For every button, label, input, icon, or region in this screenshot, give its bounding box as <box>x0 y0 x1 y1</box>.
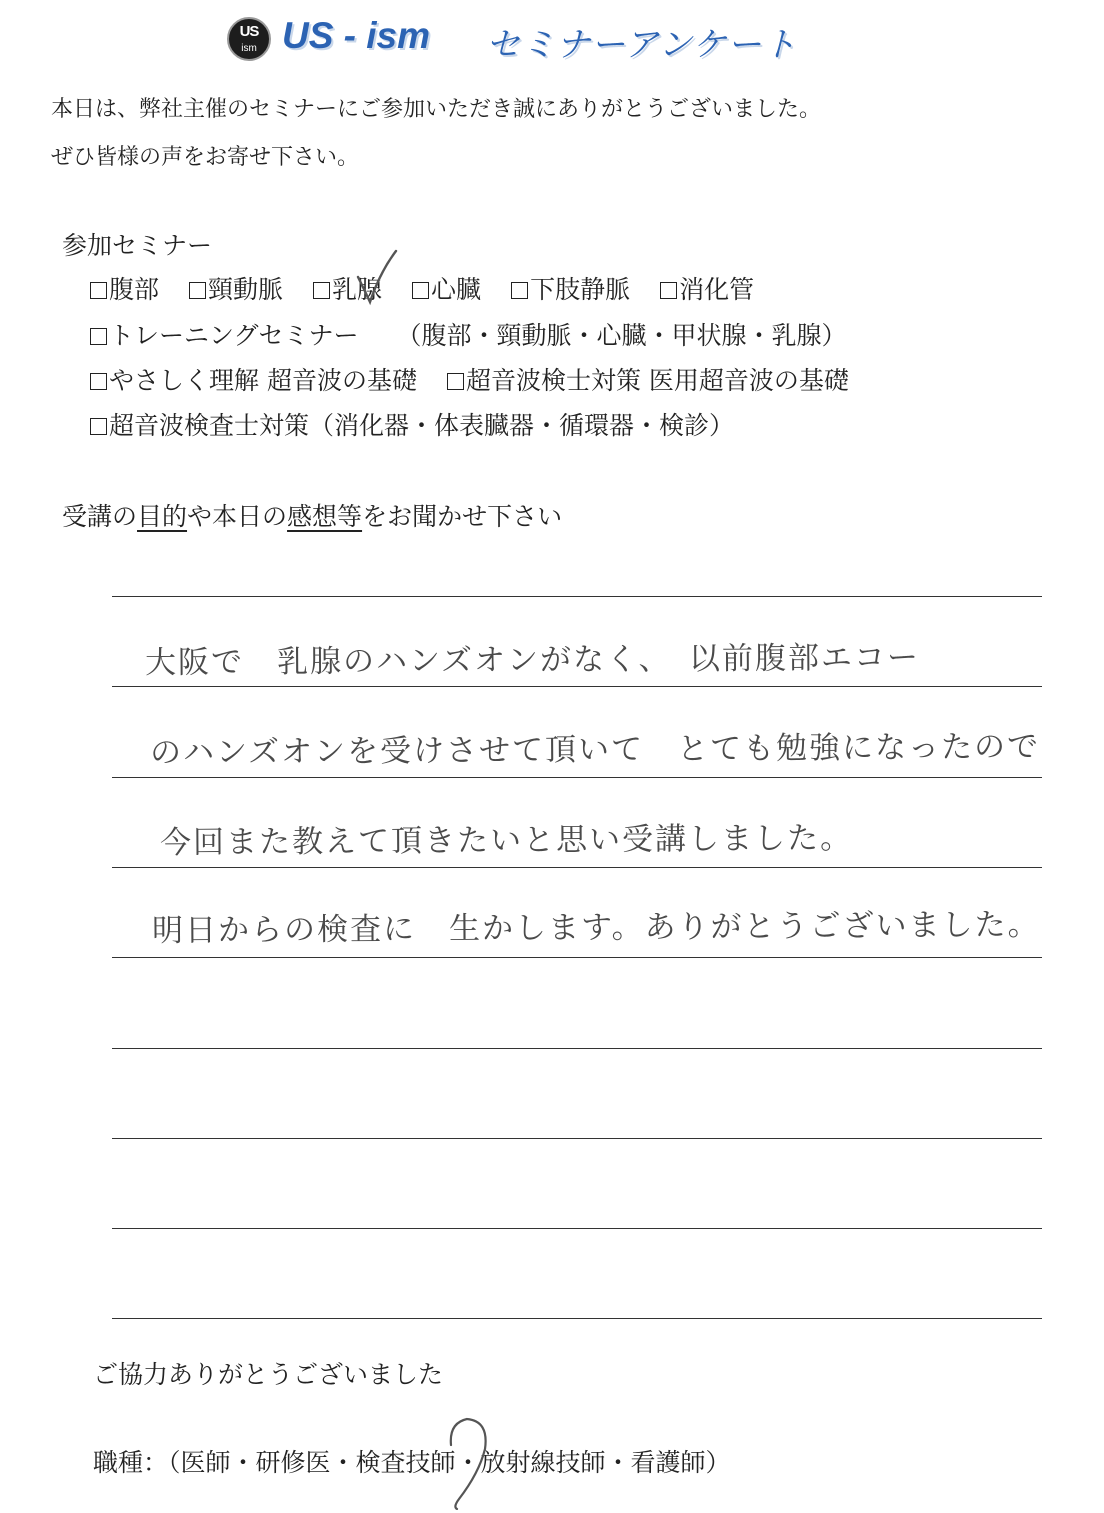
checkbox-heart[interactable] <box>412 282 429 299</box>
intro-line-2: ぜひ皆様の声をお寄せ下さい。 <box>51 145 360 170</box>
thanks-message: ご協力ありがとうございました <box>93 1360 444 1389</box>
answer-line-7 <box>112 1138 1042 1139</box>
checkbox-digestive[interactable] <box>660 282 677 299</box>
brand-name: US - ism <box>282 15 431 56</box>
company-logo <box>227 17 271 61</box>
option-lower-limb-vein[interactable]: 下肢静脈 <box>511 270 630 306</box>
checkbox-basic-ultrasound[interactable] <box>90 373 107 390</box>
handwritten-circle-icon <box>445 1415 495 1510</box>
answer-line-1 <box>112 596 1042 597</box>
handwritten-answer-line-1: 大阪で 乳腺のハンズオンがなく、 以前腹部エコー <box>144 639 921 681</box>
checkbox-training-seminar[interactable] <box>90 328 107 345</box>
logo-bottom-text: ism <box>241 43 257 54</box>
option-abdomen[interactable]: 腹部 <box>90 270 159 306</box>
seminar-row-4 <box>90 406 764 442</box>
answer-line-6 <box>112 1048 1042 1049</box>
handwritten-answer-line-2: のハンズオンを受けさせて頂いて とても勉強になったので <box>149 728 1041 771</box>
handwritten-answer-line-3: 今回また教えて頂きたいと思い受講しました。 <box>159 820 854 861</box>
logo-top-text: US <box>239 23 259 40</box>
seminar-row-2 <box>90 316 847 352</box>
answer-line-4 <box>112 867 1042 868</box>
checkbox-carotid[interactable] <box>189 282 206 299</box>
option-digestive[interactable]: 消化管 <box>660 270 754 306</box>
job-type-label: 職種：（医師・研修医・検査技師・放射線技師・看護師） <box>93 1448 731 1477</box>
checkbox-lower-limb-vein[interactable] <box>511 282 528 299</box>
answer-line-2 <box>112 686 1042 687</box>
answer-line-3 <box>112 777 1042 778</box>
checkbox-abdomen[interactable] <box>90 282 107 299</box>
page-title: セミナーアンケート <box>486 25 798 65</box>
answer-line-9 <box>112 1318 1042 1319</box>
option-heart[interactable]: 心臓 <box>412 270 481 306</box>
option-sonographer-exam[interactable]: 超音波検査士対策（消化器・体表臓器・循環器・検診） <box>90 406 734 442</box>
handwritten-answer-line-4: 明日からの検査に 生かします。ありがとうございました。 <box>151 906 1041 949</box>
checkbox-breast[interactable] <box>313 282 330 299</box>
seminar-row-3 <box>90 361 879 397</box>
option-training-seminar[interactable]: トレーニングセミナー <box>90 316 359 352</box>
option-carotid[interactable]: 頸動脈 <box>189 270 283 306</box>
training-seminar-note: （腹部・頸動脈・心臓・甲状腺・乳腺） <box>396 321 847 350</box>
seminar-heading: 参加セミナー <box>62 231 213 260</box>
intro-line-1: 本日は、弊社主催のセミナーにご参加いただき誠にありがとうございました。 <box>51 97 822 122</box>
option-basic-ultrasound[interactable]: やさしく理解 超音波の基礎 <box>90 361 417 397</box>
seminar-row-1 <box>90 270 784 306</box>
checkbox-sonographer-basics[interactable] <box>447 373 464 390</box>
option-breast[interactable]: 乳腺 <box>313 270 382 306</box>
answer-line-8 <box>112 1228 1042 1229</box>
option-sonographer-basics[interactable]: 超音波検士対策 医用超音波の基礎 <box>447 361 849 397</box>
checkbox-sonographer-exam[interactable] <box>90 418 107 435</box>
handwritten-checkmark-icon <box>354 247 399 307</box>
feedback-heading: 受講の目的や本日の感想等をお聞かせ下さい <box>62 502 563 531</box>
answer-line-5 <box>112 957 1042 958</box>
